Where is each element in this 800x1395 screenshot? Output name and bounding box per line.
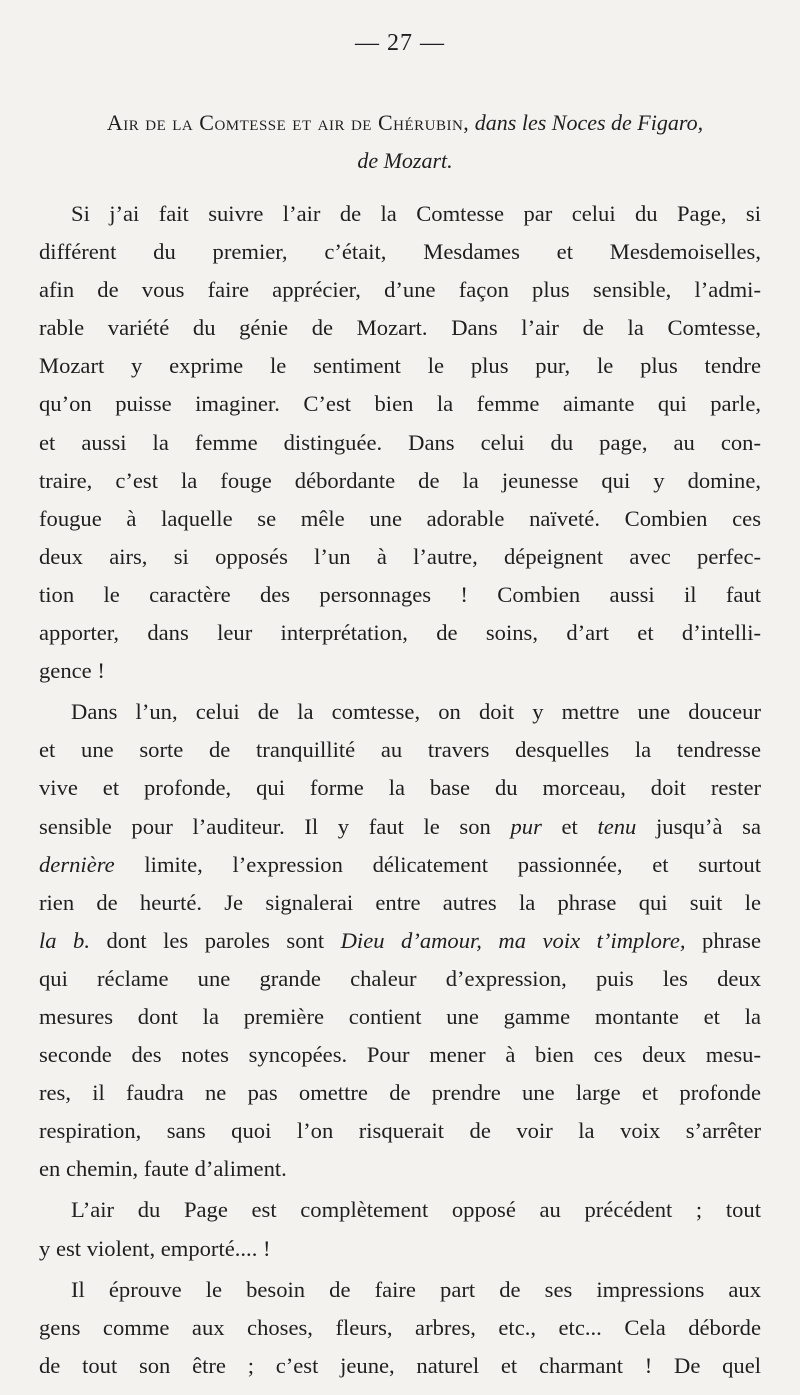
italic-term: pur — [510, 813, 542, 839]
text-run: dont les paroles sont — [106, 927, 325, 953]
text-line: Il éprouve le besoin de faire part de ses impressions aux — [71, 1276, 761, 1302]
text-line: qui réclame une grande chaleur d’expression, puis les deux — [39, 965, 761, 991]
italic-term: dernière — [39, 851, 115, 877]
paragraph-2 — [39, 693, 761, 1188]
text-line: différent du premier, c’était, Mesdames et Mesdemoiselles, — [39, 239, 761, 265]
text-run: et — [561, 813, 578, 839]
text-line: apporter, dans leur interprétation, de soins, d’art et d’intelli- — [39, 620, 761, 646]
text-line: vive et profonde, qui forme la base du morceau, doit rester — [39, 775, 761, 801]
heading-title: Air de la Comtesse et air de Chérubin, — [106, 110, 470, 135]
paragraph-1 — [39, 195, 761, 690]
text-line: respiration, sans quoi l’on risquerait de voir la voix s’arrêter — [39, 1118, 761, 1144]
text-line: L’air du Page est complètement opposé au précédent ; tout — [71, 1197, 761, 1223]
text-line — [39, 922, 761, 960]
text-line: res, il faudra ne pas omettre de prendre une large et profonde — [39, 1080, 761, 1106]
text-line: mesures dont la première contient une gamme montante et la — [39, 1003, 761, 1029]
heading-composer: de Mozart. — [357, 148, 453, 173]
page-number: — 27 — — [355, 30, 445, 56]
text-line: de tout son être ; c’est jeune, naturel et charmant ! De quel — [39, 1352, 761, 1378]
text-line: y est violent, emporté.... ! — [39, 1235, 271, 1261]
text-run: sensible pour l’auditeur. Il y faut le son — [39, 813, 491, 839]
text-line: seconde des notes syncopées. Pour mener à bien ces deux mesu- — [39, 1042, 761, 1068]
text-line: deux airs, si opposés l’un à l’autre, dépeignent avec perfec- — [39, 543, 761, 569]
text-line: afin de vous faire apprécier, d’une façon plus sensible, l’admi- — [39, 277, 761, 303]
text-line — [39, 846, 761, 884]
text-line: et une sorte de tranquillité au travers desquelles la tendresse — [39, 737, 761, 763]
text-line — [39, 808, 761, 846]
heading-subtitle: dans les Noces de Figaro, — [474, 110, 704, 135]
text-run: phrase — [702, 927, 761, 953]
text-line: fougue à laquelle se mêle une adorable naïveté. Combien ces — [39, 505, 761, 531]
text-line: rable variété du génie de Mozart. Dans l’air de la Comtesse, — [39, 315, 761, 341]
text-line: Dans l’un, celui de la comtesse, on doit y mettre une douceur — [71, 699, 761, 725]
text-line: qu’on puisse imaginer. C’est bien la femme aimante qui parle, — [39, 391, 761, 417]
text-line: rien de heurté. Je signalerai entre autres la phrase qui suit le — [39, 889, 761, 915]
text-line: traire, c’est la fouge débordante de la jeunesse qui y domine, — [39, 467, 761, 493]
italic-term: la b. — [39, 927, 90, 953]
italic-term: tenu — [597, 813, 637, 839]
italic-quote: Dieu d’amour, ma voix t’implore, — [340, 927, 686, 953]
paragraph-3 — [39, 1191, 761, 1267]
text-line: gens comme aux choses, fleurs, arbres, etc., etc... Cela déborde — [39, 1314, 761, 1340]
section-heading — [40, 104, 770, 180]
paragraph-4 — [39, 1271, 761, 1385]
text-run: limite, l’expression délicatement passionnée, et surtout — [144, 851, 761, 877]
text-line: en chemin, faute d’aliment. — [39, 1156, 287, 1182]
body-text — [39, 195, 761, 1385]
text-line: Mozart y exprime le sentiment le plus pur, le plus tendre — [39, 353, 761, 379]
text-line: Si j’ai fait suivre l’air de la Comtesse par celui du Page, si — [71, 201, 761, 226]
text-line: tion le caractère des personnages ! Combien aussi il faut — [39, 581, 761, 607]
text-run: jusqu’à sa — [656, 813, 761, 839]
text-line: gence ! — [39, 658, 105, 684]
text-line: et aussi la femme distinguée. Dans celui du page, au con- — [39, 429, 761, 455]
